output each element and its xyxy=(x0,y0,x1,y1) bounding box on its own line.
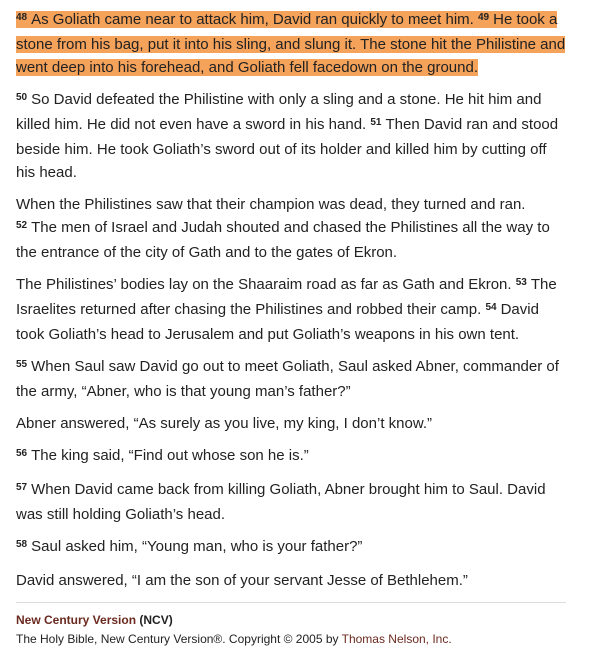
verse-text: When Saul saw David go out to meet Goliath, Saul asked Abner, commander of the army, “Abner, who is that young man’s father?” xyxy=(16,358,559,400)
paragraph xyxy=(16,478,567,526)
paragraph xyxy=(16,88,567,184)
verse-text: David answered, “I am the son of your servant Jesse of Bethlehem.” xyxy=(16,572,468,589)
copyright xyxy=(16,629,567,649)
verse-text: Abner answered, “As surely as you live, my king, I don’t know.” xyxy=(16,415,433,432)
verse-number[interactable]: 49 xyxy=(477,12,490,23)
verse-number[interactable]: 58 xyxy=(16,539,28,550)
verse-text: So David defeated the Philistine with only a sling and a stone. He hit him and killed him. He did not even have a sword in his hand. xyxy=(16,91,542,133)
version-label xyxy=(16,611,567,629)
verse-text: The men of Israel and Judah shouted and chased the Philistines all the way to the entrance of the city of Gath and to the gates of Ekron. xyxy=(16,219,550,261)
paragraph xyxy=(16,8,567,79)
verse-text: The king said, “Find out whose son he is.” xyxy=(31,447,309,464)
verse-number[interactable]: 52 xyxy=(16,220,28,231)
verse-text: The Israelites returned after chasing the Philistines and robbed their camp. xyxy=(16,276,557,318)
paragraph xyxy=(16,535,567,560)
verse-number[interactable]: 50 xyxy=(16,92,28,103)
verse-text: When the Philistines saw that their champion was dead, they turned and ran. xyxy=(16,196,526,213)
paragraph xyxy=(16,273,567,346)
paragraph xyxy=(16,193,567,264)
publisher-link[interactable]: Thomas Nelson, Inc. xyxy=(341,632,452,646)
paragraph xyxy=(16,569,567,592)
version-abbr: (NCV) xyxy=(139,613,173,627)
verse-text: He took a stone from his bag, put it into his sling, and slung it. The stone hit the Philistine and went deep into his forehead, and Goliath fell facedown on the ground. xyxy=(16,11,566,76)
verse-text: The Philistines’ bodies lay on the Shaaraim road as far as Gath and Ekron. xyxy=(16,276,512,293)
verse-number[interactable]: 54 xyxy=(485,302,497,313)
divider xyxy=(16,602,566,603)
version-name-link[interactable]: New Century Version xyxy=(16,613,137,627)
highlight[interactable] xyxy=(16,11,565,76)
verse-text: Then David ran and stood beside him. He took Goliath’s sword out of its holder and killed him by cutting off his head. xyxy=(16,116,559,181)
verse-text: Saul asked him, “Young man, who is your father?” xyxy=(31,538,363,555)
verse-text: When David came back from killing Goliath, Abner brought him to Saul. David was still holding Goliath’s head. xyxy=(16,481,546,523)
verse-text: David took Goliath’s head to Jerusalem and put Goliath’s weapons in his own tent. xyxy=(16,301,539,343)
verse-text: As Goliath came near to attack him, David ran quickly to meet him. xyxy=(31,11,474,28)
verse-number[interactable]: 51 xyxy=(370,117,382,128)
copyright-text: The Holy Bible, New Century Version®. Copyright © 2005 by xyxy=(16,632,339,646)
verse-number[interactable]: 55 xyxy=(16,359,28,370)
verse-number[interactable]: 53 xyxy=(515,277,527,288)
paragraph xyxy=(16,444,567,469)
paragraph xyxy=(16,412,567,435)
verse-number[interactable]: 57 xyxy=(16,482,28,493)
verse-number[interactable]: 56 xyxy=(16,448,28,459)
verse-number[interactable]: 48 xyxy=(16,12,28,23)
paragraph xyxy=(16,355,567,403)
